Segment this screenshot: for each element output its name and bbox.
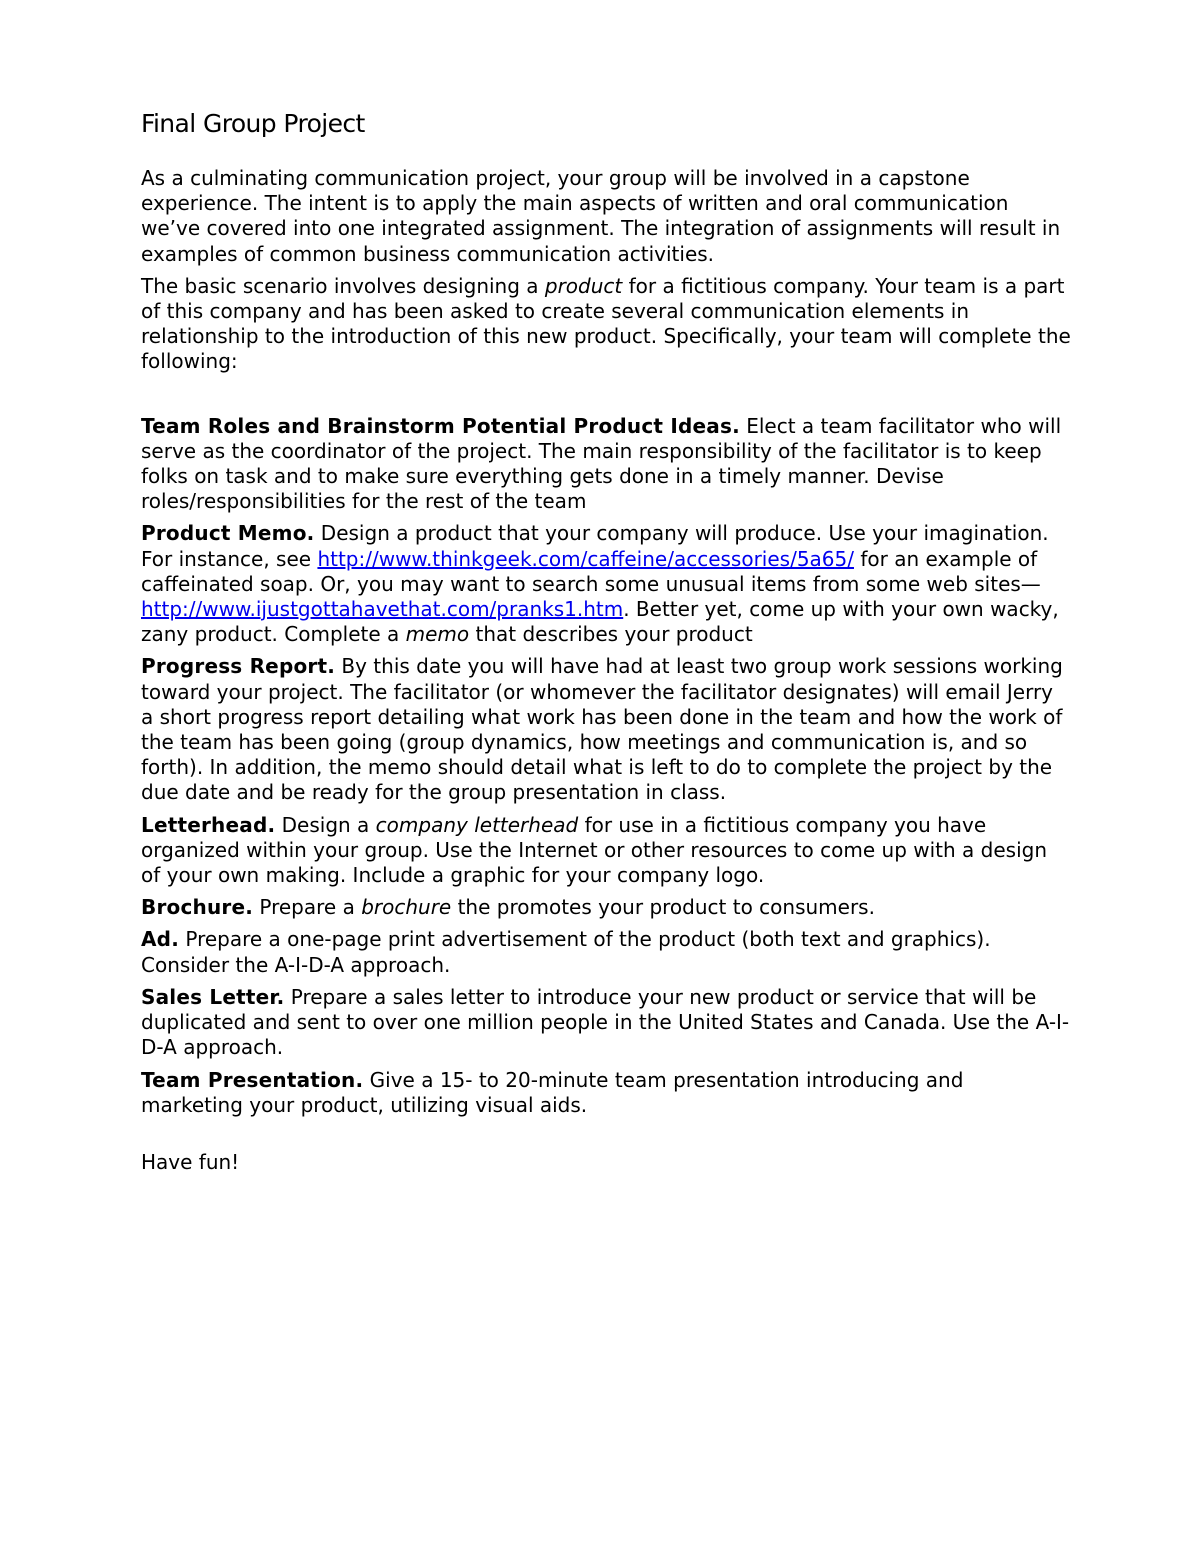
- scenario-paragraph: [141, 274, 1071, 375]
- item-brochure-label: Brochure.: [141, 895, 254, 920]
- scenario-text-start: The basic scenario involves designing a: [141, 273, 545, 298]
- item-sales-letter-label: Sales Letter.: [141, 984, 285, 1009]
- item-letterhead-label: Letterhead.: [141, 812, 276, 837]
- item-product-memo-text-2: for an example of caffeinated soap. Or, you may want to search some unusual items from some web sites—: [141, 546, 1041, 596]
- item-progress-report-label: Progress Report.: [141, 654, 336, 679]
- item-brochure-text-2: the promotes your product to consumers.: [451, 895, 875, 920]
- item-ad-label: Ad.: [141, 927, 179, 952]
- item-sales-letter-text: Prepare a sales letter to introduce your new product or service that will be duplicated and sent to over one million people in the United States and Canada. Use the A-I-D-A approach.: [141, 984, 1070, 1060]
- item-team-roles-text: Elect a team facilitator who will serve as the coordinator of the project. The main responsibility of the facilitator is to keep folks on task and to make sure everything gets done in a timely manner. Devise roles/responsibilities for the rest of the team: [141, 413, 1062, 514]
- item-letterhead-text-1: Design a: [275, 812, 376, 837]
- item-ad-text: Prepare a one-page print advertisement of the product (both text and graphics). Consider the A-I-D-A approach.: [141, 927, 991, 977]
- item-sales-letter: [141, 985, 1071, 1061]
- item-product-memo-text-3: . Better yet, come up with your own wacky, zany product. Complete a: [141, 597, 1059, 647]
- item-brochure-emphasis: brochure: [361, 895, 452, 920]
- item-team-roles: [141, 414, 1071, 515]
- scenario-text-end: for a fictitious company. Your team is a part of this company and has been asked to create several communication elements in relationship to the introduction of this new product. Specifically, your team will complete the following:: [141, 273, 1071, 374]
- scenario-emphasis: product: [544, 273, 623, 298]
- ijustgottahavethat-link[interactable]: http://www.ijustgottahavethat.com/pranks1.htm: [141, 597, 624, 622]
- intro-paragraph: As a culminating communication project, your group will be involved in a capstone experience. The intent is to apply the main aspects of written and oral communication we’ve covered into one integrated assignment. The integration of assignments will result in examples of common business communication activities.: [141, 166, 1061, 266]
- item-progress-report-text: By this date you will have had at least two group work sessions working toward your project. The facilitator (or whomever the facilitator designates) will email Jerry a short progress report detailing what work has been done in the team and how the work of the team has been going (group dynamics, how meetings and communication is, and so forth). In addition, the memo should detail what is left to do to complete the project by the due date and be ready for the group presentation in class.: [141, 654, 1063, 805]
- item-product-memo-emphasis: memo: [405, 622, 470, 647]
- item-letterhead-text-2: for use in a fictitious company you have organized within your group. Use the Internet or other resources to come up with a design of your own making. Include a graphic for your company logo.: [141, 812, 1047, 888]
- item-brochure: [141, 895, 1071, 920]
- thinkgeek-link[interactable]: http://www.thinkgeek.com/caffeine/accessories/5a65/: [317, 546, 854, 571]
- item-product-memo-text-4: that describes your product: [469, 622, 753, 647]
- item-team-presentation-text: Give a 15- to 20-minute team presentation introducing and marketing your product, utilizing visual aids.: [141, 1067, 964, 1117]
- item-letterhead: [141, 813, 1071, 889]
- closing-line: Have fun!: [141, 1149, 240, 1174]
- item-product-memo-text-1: Design a product that your company will produce. Use your imagination. For instance, see: [141, 521, 1049, 571]
- item-letterhead-emphasis: company letterhead: [375, 812, 579, 837]
- item-brochure-text-1: Prepare a: [253, 895, 362, 920]
- document-body: [141, 108, 1071, 1175]
- item-progress-report: [141, 654, 1071, 805]
- item-product-memo: [141, 521, 1071, 647]
- document-title: Final Group Project: [141, 109, 365, 138]
- item-team-presentation: [141, 1068, 1071, 1118]
- item-team-roles-label: Team Roles and Brainstorm Potential Product Ideas.: [141, 413, 740, 438]
- item-product-memo-label: Product Memo.: [141, 521, 315, 546]
- item-ad: [141, 927, 1071, 977]
- item-team-presentation-label: Team Presentation.: [141, 1067, 364, 1092]
